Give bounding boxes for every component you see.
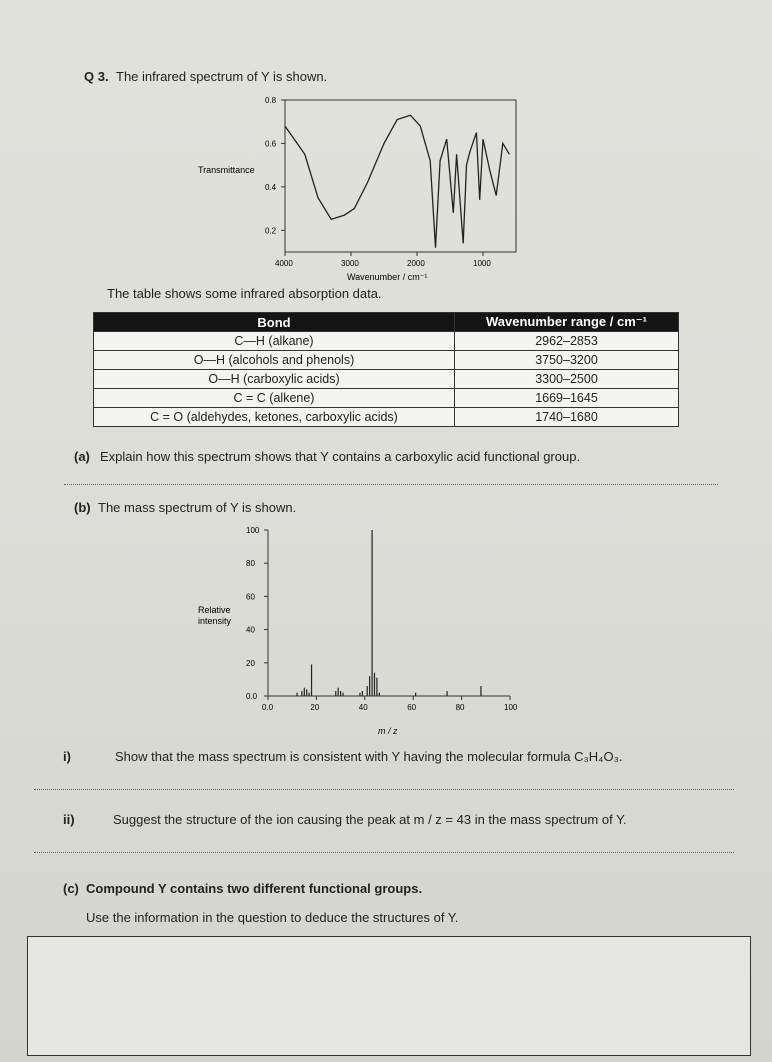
ms-y-tick-label: 0.0 (246, 692, 258, 701)
ir-series-line (285, 115, 509, 248)
bond-cell: O—H (carboxylic acids) (94, 370, 455, 389)
part-b-ii-label: ii) (63, 812, 75, 827)
ms-y-axis-label-line1: Relative (198, 605, 231, 615)
ms-y-tick-label: 100 (246, 526, 260, 535)
table-row (94, 408, 679, 427)
ir-y-tick-label: 0.6 (265, 139, 277, 149)
part-a-text: Explain how this spectrum shows that Y contains a carboxylic acid functional group. (100, 449, 581, 464)
ms-x-tick-label: 40 (358, 703, 368, 712)
part-c-text: Compound Y contains two different functional groups. (86, 881, 423, 896)
bond-cell: C = O (aldehydes, ketones, carboxylic acids) (94, 408, 455, 427)
part-a-label: (a) (74, 449, 90, 464)
ir-y-tick-label: 0.8 (265, 96, 277, 105)
ir-x-tick-label: 1000 (473, 259, 491, 268)
ir-y-tick-label: 0.4 (265, 182, 277, 192)
ir-y-tick-label: 0.2 (265, 226, 277, 236)
ms-x-tick-label: 60 (407, 703, 417, 712)
ir-table-caption: The table shows some infrared absorption data. (107, 286, 382, 301)
ir-x-tick-label: 2000 (407, 259, 425, 268)
bond-cell: C = C (alkene) (94, 389, 455, 408)
table-row (94, 332, 679, 351)
answer-line[interactable] (34, 852, 734, 853)
bond-cell: O—H (alcohols and phenols) (94, 351, 455, 370)
part-b-i-label: i) (63, 749, 71, 764)
ms-y-tick-label: 20 (246, 658, 255, 668)
table-row (94, 370, 679, 389)
part-b-text: The mass spectrum of Y is shown. (98, 500, 297, 515)
range-cell: 3750–3200 (455, 351, 679, 370)
range-cell: 1669–1645 (455, 389, 679, 408)
ms-y-tick-label: 80 (246, 559, 255, 569)
table-header-wavenumber: Wavenumber range / cm⁻¹ (455, 313, 679, 332)
ms-x-tick-label: 80 (455, 703, 465, 712)
molecular-formula: C₃H₄O₃. (574, 749, 623, 764)
part-b-ii-text: Suggest the structure of the ion causing the peak at m / z = 43 in the mass spectrum of Y. (113, 812, 627, 827)
ir-x-tick-label: 3000 (341, 259, 359, 268)
table-row (94, 351, 679, 370)
ir-spectrum-chart (190, 88, 530, 283)
question-number: Q 3. (84, 69, 109, 84)
ms-y-axis-label-line2: intensity (198, 616, 232, 626)
ir-x-tick-label: 4000 (275, 259, 293, 268)
table-row (94, 389, 679, 408)
structure-answer-box[interactable] (27, 936, 751, 1056)
ir-x-axis-label: Wavenumber / cm⁻¹ (347, 272, 428, 282)
table-header-bond: Bond (94, 313, 455, 332)
ms-x-tick-label: 0.0 (262, 703, 274, 712)
answer-line[interactable] (64, 484, 718, 485)
question-intro: The infrared spectrum of Y is shown. (116, 69, 328, 84)
ir-absorption-table (93, 312, 679, 427)
ir-y-axis-label: Transmittance (198, 165, 255, 175)
range-cell: 2962–2853 (455, 332, 679, 351)
mass-spectrum-chart (190, 520, 540, 740)
range-cell: 3300–2500 (455, 370, 679, 389)
part-b-label: (b) (74, 500, 91, 515)
ms-x-tick-label: 20 (310, 703, 320, 712)
part-b-i-text (115, 749, 622, 764)
answer-line[interactable] (34, 789, 734, 790)
ms-x-axis-label: m / z (378, 726, 398, 736)
ms-x-tick-label: 100 (504, 703, 518, 712)
bond-cell: C—H (alkane) (94, 332, 455, 351)
part-c-instruction: Use the information in the question to deduce the structures of Y. (86, 910, 459, 925)
part-c-label: (c) (63, 881, 79, 896)
ms-y-tick-label: 60 (246, 592, 255, 602)
part-b-i-text-main: Show that the mass spectrum is consistent with Y having the molecular formula (115, 749, 575, 764)
range-cell: 1740–1680 (455, 408, 679, 427)
ms-y-tick-label: 40 (246, 625, 255, 635)
